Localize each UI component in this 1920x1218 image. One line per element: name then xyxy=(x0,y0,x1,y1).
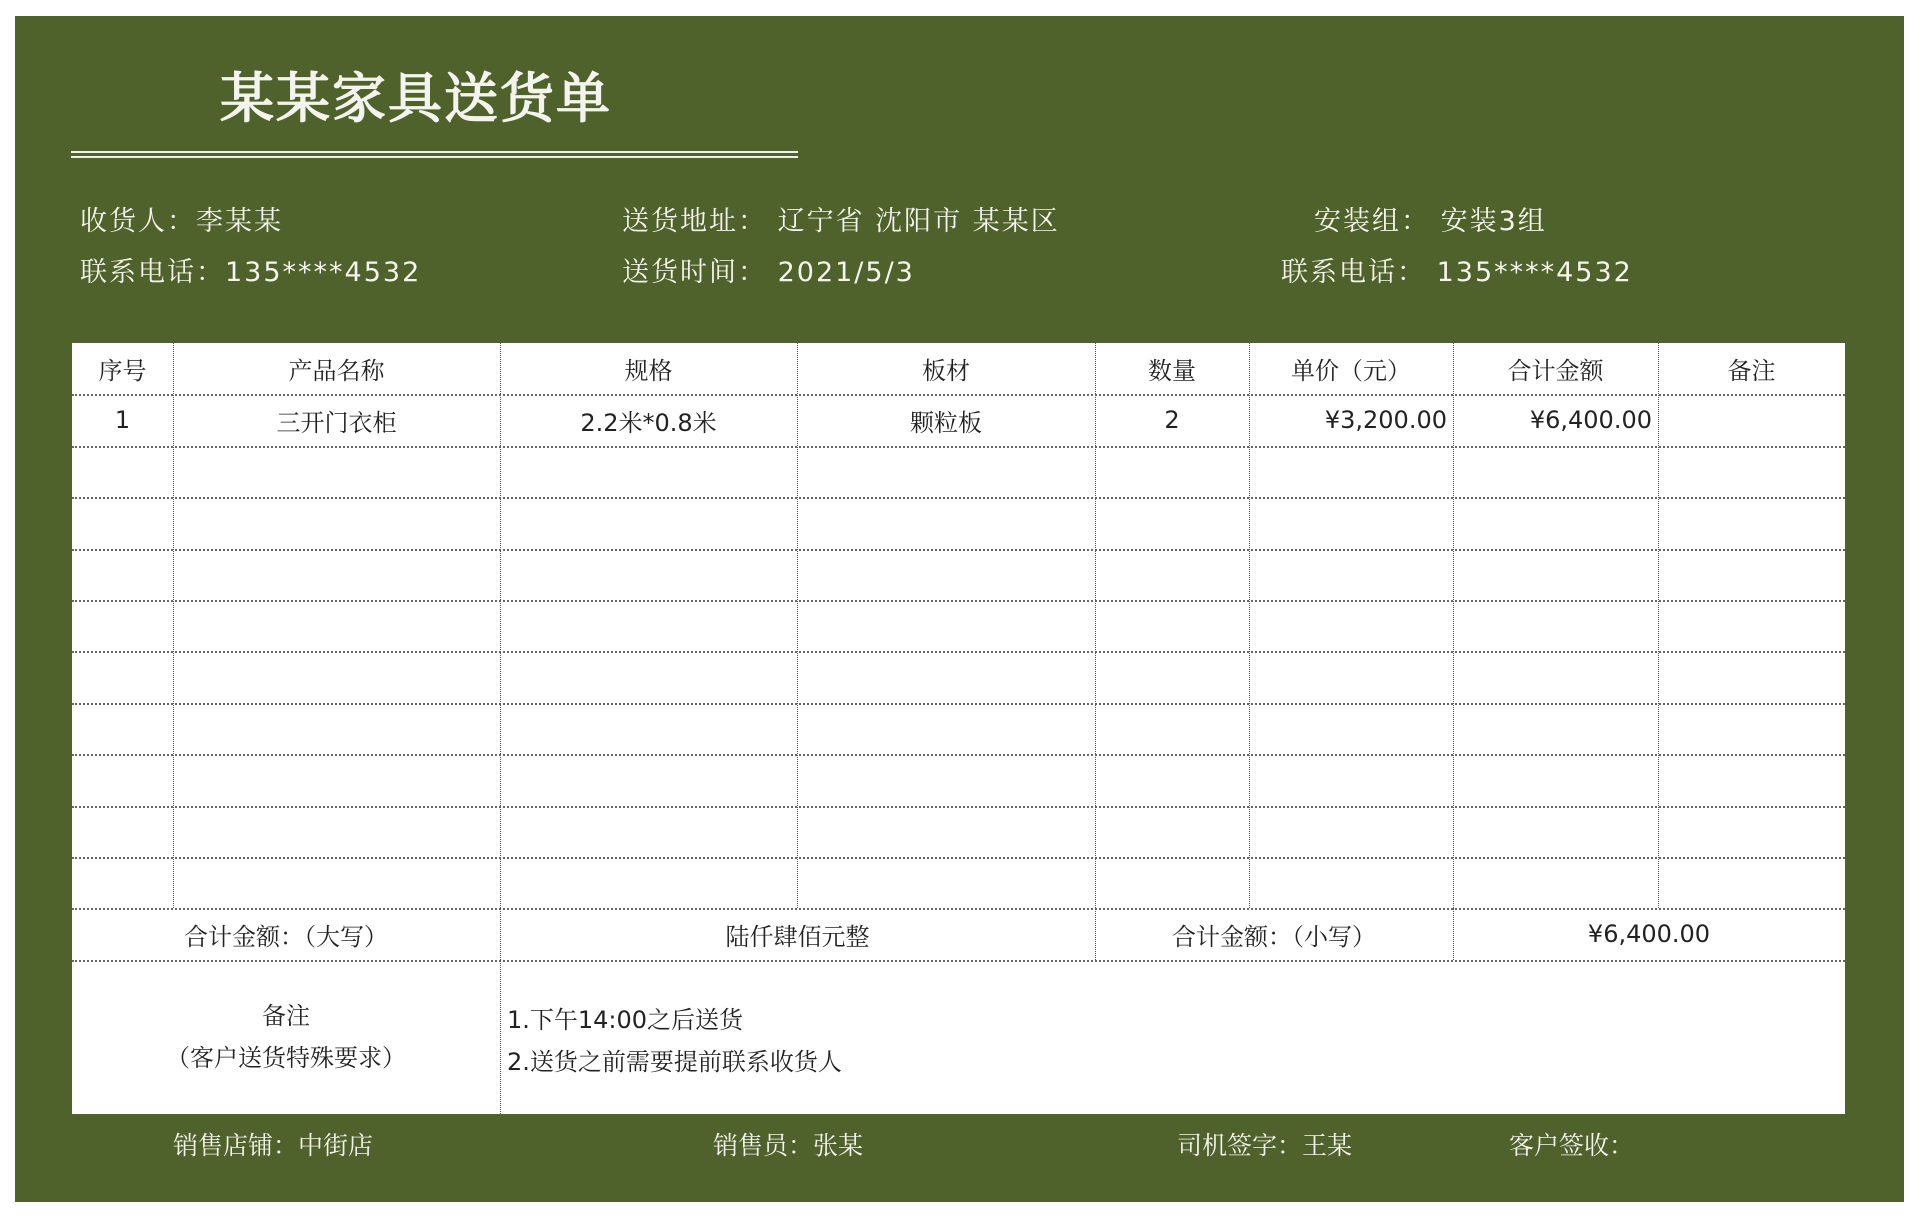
table-cell-amount xyxy=(1453,600,1658,651)
table-cell-quantity: 2 xyxy=(1164,406,1180,435)
footer-customer-sign: 客户签收： xyxy=(1509,1131,1635,1160)
table-cell-material xyxy=(797,857,1095,908)
header-amount: 合计金额 xyxy=(1507,357,1604,386)
table-cell-quantity xyxy=(1095,703,1249,754)
table-cell-quantity xyxy=(1095,446,1249,497)
table-cell-index xyxy=(72,549,173,600)
table-cell-quantity xyxy=(1095,806,1249,857)
table-cell-remark xyxy=(1658,857,1845,908)
title-divider xyxy=(71,151,798,153)
table-cell-remark xyxy=(1658,600,1845,651)
table-cell-quantity xyxy=(1095,549,1249,600)
remark-line: 1.下午14:00之后送货 xyxy=(507,1005,744,1034)
table-cell-quantity xyxy=(1095,497,1249,548)
table-cell-spec: 2.2米*0.8米 xyxy=(580,408,717,437)
table-cell-amount xyxy=(1453,806,1658,857)
table-cell-product-name xyxy=(173,497,500,548)
column-divider xyxy=(1249,343,1250,908)
remark-line: 2.送货之前需要提前联系收货人 xyxy=(507,1047,842,1076)
table-cell-remark xyxy=(1658,497,1845,548)
table-cell-index xyxy=(72,600,173,651)
total-lower-label: 合计金额：（小写） xyxy=(1172,922,1376,951)
table-cell-quantity xyxy=(1095,754,1249,805)
table-cell-material xyxy=(797,754,1095,805)
table-cell-product-name xyxy=(173,754,500,805)
total-upper-value: 陆仟肆佰元整 xyxy=(725,922,870,951)
column-divider xyxy=(500,908,501,959)
footer-store: 销售店铺：中街店 xyxy=(173,1131,374,1160)
table-cell-unit-price xyxy=(1249,703,1453,754)
table-cell-amount xyxy=(1453,497,1658,548)
table-cell-unit-price xyxy=(1249,549,1453,600)
row-divider xyxy=(72,549,1845,551)
row-divider xyxy=(72,857,1845,859)
table-cell-remark xyxy=(1658,549,1845,600)
title-divider-2 xyxy=(71,156,798,158)
table-cell-material xyxy=(797,600,1095,651)
table-cell-unit-price: ¥3,200.00 xyxy=(1324,406,1447,435)
footer-driver: 司机签字：王某 xyxy=(1177,1131,1353,1160)
table-cell-product-name xyxy=(173,857,500,908)
row-divider xyxy=(72,446,1845,448)
column-divider xyxy=(1658,343,1659,908)
table-cell-remark xyxy=(1658,806,1845,857)
table-cell-remark xyxy=(1658,651,1845,702)
header-remark: 备注 xyxy=(1727,357,1776,386)
row-divider xyxy=(72,908,1845,910)
table-cell-material xyxy=(797,651,1095,702)
column-divider xyxy=(1453,343,1454,908)
table-cell-amount: ¥6,400.00 xyxy=(1529,406,1652,435)
table-cell-remark xyxy=(1658,703,1845,754)
header-quantity: 数量 xyxy=(1148,357,1196,386)
table-cell-unit-price xyxy=(1249,600,1453,651)
table-cell-unit-price xyxy=(1249,446,1453,497)
column-divider xyxy=(500,343,501,908)
table-cell-product-name xyxy=(173,549,500,600)
delivery-table xyxy=(72,343,1845,1114)
delivery-address: 送货地址： 辽宁省 沈阳市 某某区 xyxy=(622,206,1060,237)
table-cell-spec xyxy=(500,857,797,908)
column-divider xyxy=(173,343,174,908)
install-team: 安装组： 安装3组 xyxy=(1314,206,1547,237)
table-cell-remark xyxy=(1658,754,1845,805)
row-divider xyxy=(72,497,1845,499)
table-cell-amount xyxy=(1453,703,1658,754)
row-divider xyxy=(72,960,1845,962)
row-divider xyxy=(72,703,1845,705)
install-team-phone: 联系电话： 135****4532 xyxy=(1281,257,1633,288)
table-cell-spec xyxy=(500,600,797,651)
table-cell-unit-price xyxy=(1249,497,1453,548)
table-cell-spec xyxy=(500,703,797,754)
table-cell-quantity xyxy=(1095,857,1249,908)
table-cell-index xyxy=(72,703,173,754)
column-divider xyxy=(797,343,798,908)
table-cell-unit-price xyxy=(1249,806,1453,857)
table-cell-index xyxy=(72,651,173,702)
table-cell-remark xyxy=(1658,394,1845,445)
table-cell-spec xyxy=(500,754,797,805)
total-upper-label: 合计金额：（大写） xyxy=(184,922,388,951)
row-divider xyxy=(72,806,1845,808)
row-divider xyxy=(72,651,1845,653)
receiver: 收货人：李某某 xyxy=(80,206,283,237)
table-cell-amount xyxy=(1453,857,1658,908)
table-cell-unit-price xyxy=(1249,651,1453,702)
table-cell-product-name xyxy=(173,446,500,497)
delivery-time: 送货时间： 2021/5/3 xyxy=(622,257,915,288)
header-product-name: 产品名称 xyxy=(288,357,385,386)
table-cell-spec xyxy=(500,497,797,548)
footer-seller: 销售员：张某 xyxy=(713,1131,864,1160)
table-cell-spec xyxy=(500,651,797,702)
row-divider xyxy=(72,600,1845,602)
header-material: 板材 xyxy=(922,357,970,386)
column-divider xyxy=(1095,343,1096,908)
table-cell-quantity xyxy=(1095,600,1249,651)
table-cell-index: 1 xyxy=(114,406,131,435)
table-cell-index xyxy=(72,857,173,908)
remarks-title: 备注 xyxy=(262,1001,310,1030)
header-spec: 规格 xyxy=(624,357,673,386)
table-cell-spec xyxy=(500,446,797,497)
table-cell-product-name xyxy=(173,651,500,702)
table-cell-index xyxy=(72,754,173,805)
remarks-label xyxy=(72,960,500,1114)
table-cell-material xyxy=(797,549,1095,600)
table-cell-material xyxy=(797,703,1095,754)
table-cell-material xyxy=(797,497,1095,548)
row-divider xyxy=(72,754,1845,756)
receiver-phone: 联系电话：135****4532 xyxy=(80,257,422,288)
table-cell-amount xyxy=(1453,446,1658,497)
table-cell-material xyxy=(797,446,1095,497)
header-index: 序号 xyxy=(98,357,147,386)
table-cell-spec xyxy=(500,549,797,600)
table-cell-index xyxy=(72,497,173,548)
column-divider xyxy=(1095,908,1096,959)
table-cell-product-name: 三开门衣柜 xyxy=(276,408,397,437)
table-cell-amount xyxy=(1453,651,1658,702)
column-divider xyxy=(500,960,501,1114)
table-cell-spec xyxy=(500,806,797,857)
row-divider xyxy=(72,394,1845,396)
header-unit-price: 单价（元） xyxy=(1291,357,1411,386)
table-cell-amount xyxy=(1453,549,1658,600)
table-cell-product-name xyxy=(173,703,500,754)
table-cell-amount xyxy=(1453,754,1658,805)
table-cell-unit-price xyxy=(1249,754,1453,805)
column-divider xyxy=(1453,908,1454,959)
table-cell-index xyxy=(72,446,173,497)
table-cell-product-name xyxy=(173,806,500,857)
table-cell-material: 颗粒板 xyxy=(910,408,982,437)
table-cell-product-name xyxy=(173,600,500,651)
page-title: 某某家具送货单 xyxy=(220,67,612,130)
total-lower-value: ¥6,400.00 xyxy=(1587,920,1711,949)
table-cell-quantity xyxy=(1095,651,1249,702)
table-cell-material xyxy=(797,806,1095,857)
remarks-subtitle: （客户送货特殊要求） xyxy=(166,1043,406,1072)
table-cell-unit-price xyxy=(1249,857,1453,908)
table-cell-index xyxy=(72,806,173,857)
table-cell-remark xyxy=(1658,446,1845,497)
